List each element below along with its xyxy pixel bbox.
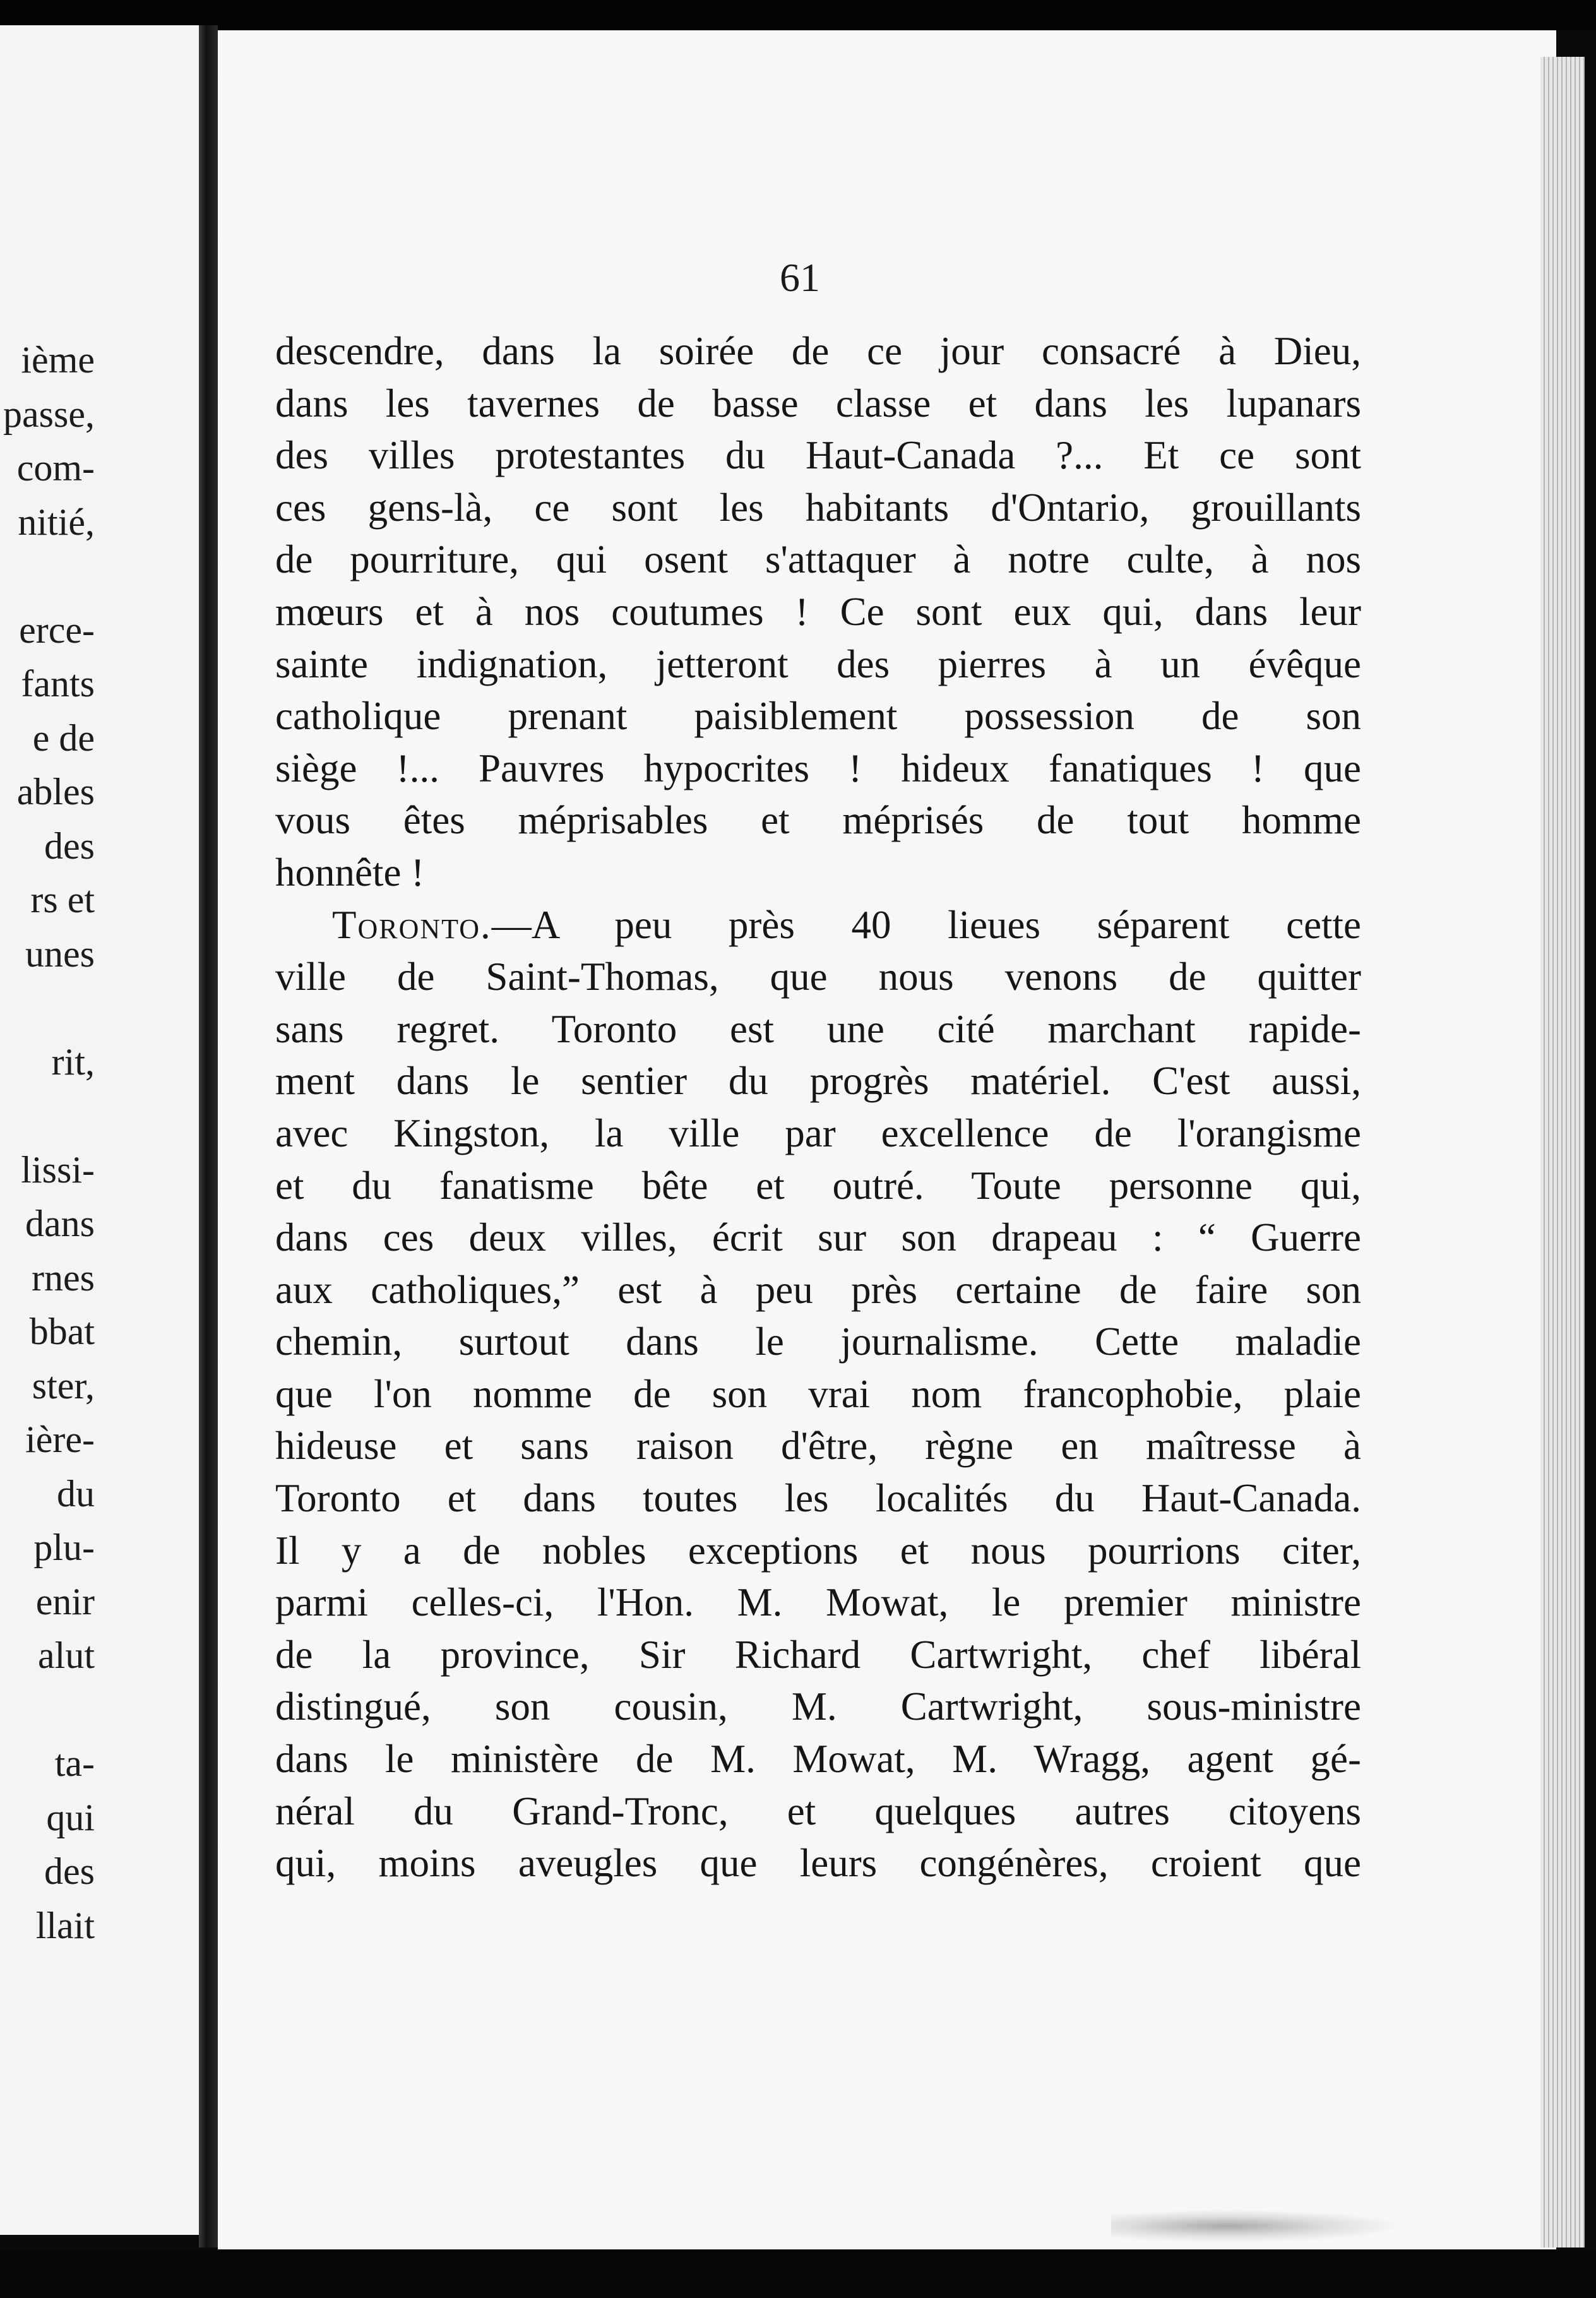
facing-page-line: bbat [29, 1311, 95, 1352]
facing-page-line: erce- [19, 609, 95, 651]
facing-page-line: qui [46, 1796, 95, 1838]
text-line: sainte indignation, jetteront des pierres à un évêque [275, 641, 1361, 686]
facing-page-line: com- [16, 447, 95, 489]
facing-page-line: ables [16, 771, 95, 813]
text-line: que l'on nomme de son vrai nom francophobie, plaie [275, 1371, 1361, 1416]
text-line: qui, moins aveugles que leurs congénères, croient que [275, 1841, 1361, 1886]
page-number: 61 [780, 255, 820, 300]
facing-page-line: enir [35, 1580, 95, 1622]
facing-page-line: des [44, 1850, 95, 1892]
facing-page-line: dans [25, 1203, 95, 1244]
text-line: néral du Grand-Tronc, et quelques autres citoyens [275, 1789, 1361, 1833]
paragraph-1 [275, 325, 1361, 899]
facing-page-line: passe, [3, 393, 95, 435]
scan-top-edge [0, 0, 1596, 30]
text-line: dans ces deux villes, écrit sur son drapeau : “ Guerre [275, 1215, 1361, 1260]
text-line: et du fanatisme bête et outré. Toute personne qui, [275, 1163, 1361, 1208]
text-line: ces gens-là, ce sont les habitants d'Ontario, grouillants [275, 485, 1361, 530]
section-heading: Toronto. [332, 902, 492, 947]
facing-page-line: fants [21, 663, 95, 705]
text-line: de la province, Sir Richard Cartwright, chef libéral [275, 1632, 1361, 1677]
text-line: ville de Saint-Thomas, que nous venons de quitter [275, 955, 1361, 999]
facing-page-line: unes [25, 932, 95, 975]
page-stack-edge [1540, 57, 1585, 2247]
text-line: Il y a de nobles exceptions et nous pourrions citer, [275, 1528, 1361, 1573]
paragraph-2-first-line-text: —A peu près 40 lieues séparent cette [491, 902, 1361, 947]
facing-page-line: des [44, 825, 95, 867]
text-line: parmi celles-ci, l'Hon. M. Mowat, le premier ministre [275, 1580, 1361, 1625]
text-line: catholique prenant paisiblement possession de son [275, 694, 1361, 739]
facing-page-line: llait [35, 1904, 95, 1946]
facing-page-line: rit, [51, 1040, 95, 1083]
paragraph-2-first-line [275, 899, 1361, 951]
text-line: honnête ! [275, 850, 425, 895]
text-line: Toronto et dans toutes les localités du Haut-Canada. [275, 1476, 1361, 1521]
text-line: vous êtes méprisables et méprisés de tout homme [275, 798, 1361, 843]
text-line: chemin, surtout dans le journalisme. Cette maladie [275, 1319, 1361, 1364]
facing-page-line: rnes [32, 1256, 95, 1299]
text-line: de pourriture, qui osent s'attaquer à notre culte, à nos [275, 537, 1361, 582]
text-line: distingué, son cousin, M. Cartwright, sous-ministre [275, 1684, 1361, 1729]
page-text [275, 325, 1361, 1890]
text-line: aux catholiques,” est à peu près certaine de faire son [275, 1267, 1361, 1312]
facing-page-line: alut [38, 1634, 95, 1676]
book-gutter [199, 25, 218, 2247]
text-line: ment dans le sentier du progrès matériel. C'est aussi, [275, 1059, 1361, 1104]
facing-page-line: ta- [54, 1742, 95, 1784]
text-line: sans regret. Toronto est une cité marchant rapide- [275, 1006, 1361, 1051]
scan-smudge [1111, 2210, 1402, 2242]
text-line: descendre, dans la soirée de ce jour consacré à Dieu, [275, 329, 1361, 373]
facing-page-line: e de [32, 717, 95, 759]
facing-page-line: lissi- [21, 1148, 95, 1191]
text-line: mœurs et à nos coutumes ! Ce sont eux qui, dans leur [275, 589, 1361, 634]
text-line: hideuse et sans raison d'être, règne en maîtresse à [275, 1424, 1361, 1468]
text-line: dans les tavernes de basse classe et dans les lupanars [275, 381, 1361, 426]
facing-page-fragment [0, 25, 199, 2235]
facing-page-line: du [57, 1472, 95, 1515]
facing-page-line: plu- [33, 1527, 95, 1568]
facing-page-line: nitié, [18, 501, 95, 543]
paragraph-2 [275, 951, 1361, 1890]
text-line: dans le ministère de M. Mowat, M. Wragg, agent gé- [275, 1737, 1361, 1782]
facing-page-line: rs et [30, 879, 95, 920]
scan-bottom-edge [0, 2251, 1596, 2298]
facing-page-line: ster, [32, 1364, 95, 1407]
text-line: siège !... Pauvres hypocrites ! hideux fanatiques ! que [275, 746, 1361, 790]
facing-page-line: ière- [25, 1419, 95, 1460]
text-line: des villes protestantes du Haut-Canada ?... Et ce sont [275, 433, 1361, 478]
facing-page-line: ième [21, 339, 95, 381]
text-line: avec Kingston, la ville par excellence de l'orangisme [275, 1110, 1361, 1155]
